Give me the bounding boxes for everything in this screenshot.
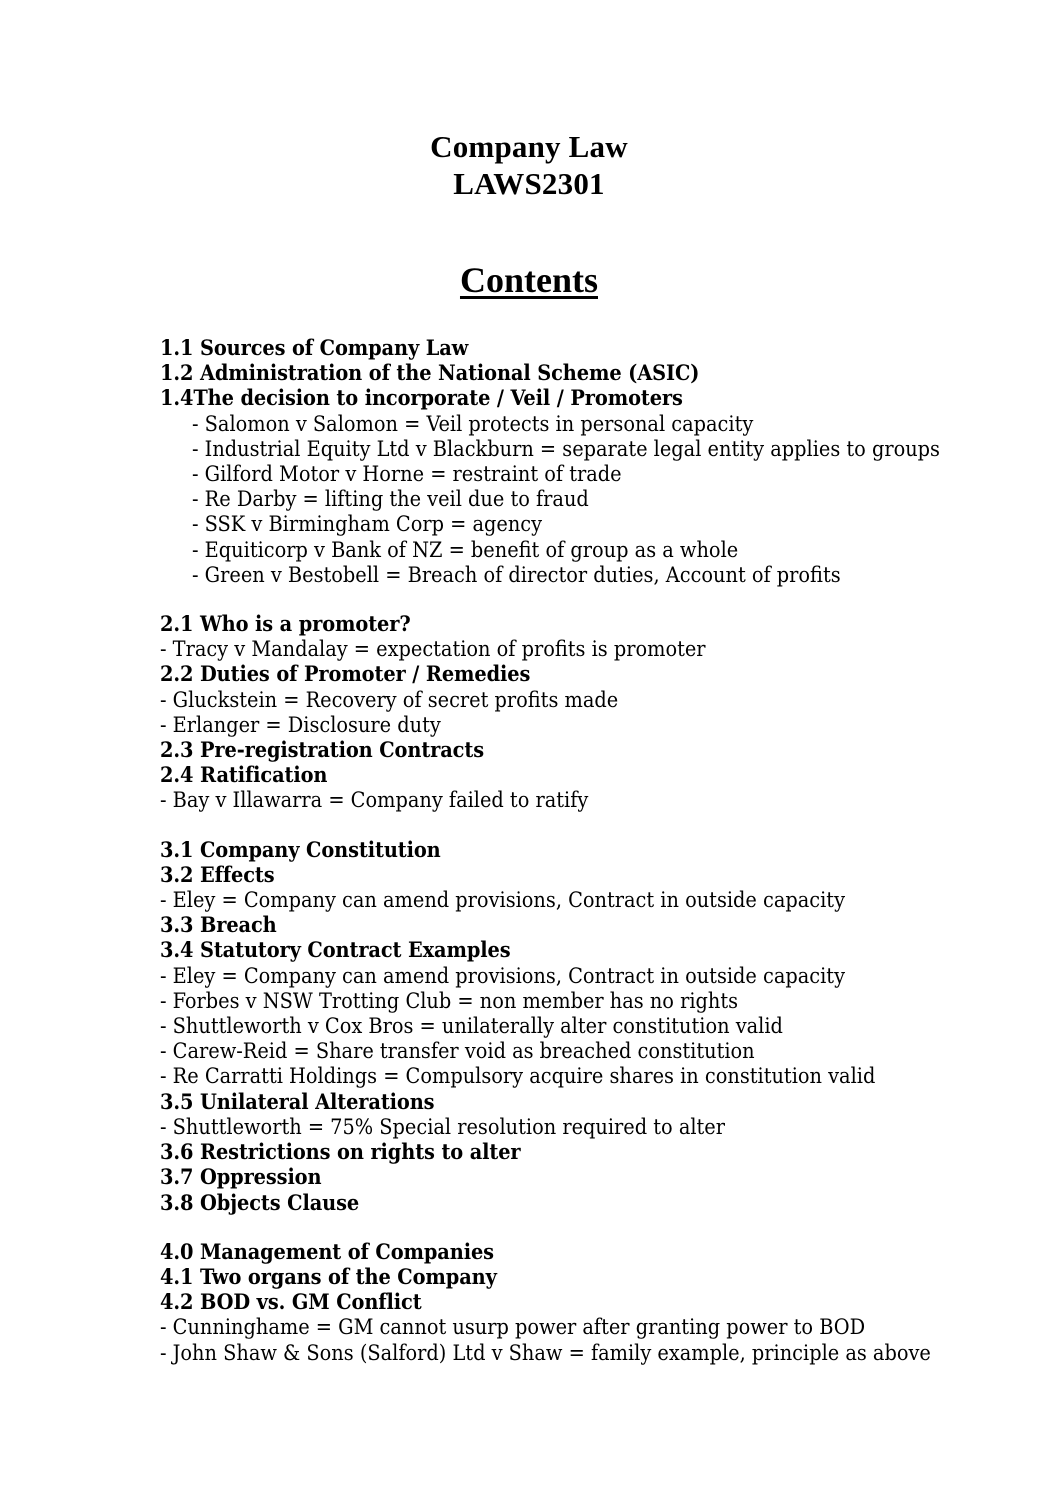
- contents-case-item: - Gilford Motor v Horne = restraint of trade: [192, 462, 622, 488]
- contents-case-item: - Green v Bestobell = Breach of director duties, Account of profits: [192, 562, 841, 588]
- contents-heading: Contents: [459, 260, 598, 300]
- contents-case-item: - Re Carratti Holdings = Compulsory acquire shares in constitution valid: [160, 1064, 876, 1090]
- contents-case-item: - Shuttleworth = 75% Special resolution required to alter: [160, 1114, 725, 1140]
- document-title-line-2: LAWS2301: [453, 166, 605, 201]
- contents-section-heading: 3.7 Oppression: [160, 1165, 322, 1191]
- contents-case-item: - Tracy v Mandalay = expectation of profits is promoter: [160, 637, 706, 663]
- contents-section-heading: 4.0 Management of Companies: [160, 1239, 494, 1265]
- section-4: [160, 1240, 1018, 1366]
- contents-case-item: - Equiticorp v Bank of NZ = benefit of group as a whole: [192, 537, 739, 563]
- contents-list: [0, 336, 1058, 1366]
- contents-section-heading: 3.8 Objects Clause: [160, 1190, 360, 1216]
- contents-case-item: - Salomon v Salomon = Veil protects in personal capacity: [192, 411, 754, 437]
- contents-section-heading: 4.1 Two organs of the Company: [160, 1264, 497, 1290]
- contents-section-heading: 1.4The decision to incorporate / Veil / Promoters: [160, 386, 683, 412]
- contents-section-heading: 1.1 Sources of Company Law: [160, 336, 469, 361]
- contents-section-heading: 1.2 Administration of the National Scheme (ASIC): [160, 361, 700, 387]
- contents-section-heading: 3.6 Restrictions on rights to alter: [160, 1140, 521, 1166]
- contents-case-item: - Forbes v NSW Trotting Club = non member has no rights: [160, 988, 739, 1014]
- contents-section-heading: 2.1 Who is a promoter?: [160, 612, 411, 638]
- contents-case-item: - Carew-Reid = Share transfer void as breached constitution: [160, 1039, 755, 1065]
- contents-case-item: - Gluckstein = Recovery of secret profits made: [160, 687, 619, 713]
- contents-case-item: - Industrial Equity Ltd v Blackburn = separate legal entity applies to groups: [192, 436, 940, 462]
- contents-case-item: - Bay v Illawarra = Company failed to ratify: [160, 788, 589, 814]
- section-2: [160, 612, 1018, 814]
- contents-case-item: - SSK v Birmingham Corp = agency: [192, 512, 543, 538]
- contents-section-heading: 3.2 Effects: [160, 862, 275, 888]
- contents-section-heading: 3.5 Unilateral Alterations: [160, 1089, 435, 1115]
- section-3: [160, 838, 1018, 1216]
- contents-section-heading: 2.3 Pre-registration Contracts: [160, 738, 484, 764]
- contents-case-item: - John Shaw & Sons (Salford) Ltd v Shaw = family example, principle as above: [160, 1340, 931, 1366]
- contents-case-item: - Eley = Company can amend provisions, Contract in outside capacity: [160, 963, 845, 989]
- contents-section-heading: 3.3 Breach: [160, 913, 277, 939]
- contents-case-item: - Erlanger = Disclosure duty: [160, 712, 441, 738]
- document-title-line-1: Company Law: [430, 129, 628, 164]
- contents-section-heading: 3.4 Statutory Contract Examples: [160, 938, 511, 964]
- contents-section-heading: 2.2 Duties of Promoter / Remedies: [160, 662, 531, 688]
- section-1: [160, 336, 1018, 588]
- contents-case-item: - Re Darby = lifting the veil due to fraud: [192, 487, 589, 513]
- contents-section-heading: 3.1 Company Constitution: [160, 837, 441, 863]
- contents-section-heading: 4.2 BOD vs. GM Conflict: [160, 1290, 422, 1316]
- contents-section-heading: 2.4 Ratification: [160, 763, 328, 789]
- contents-case-item: - Cunninghame = GM cannot usurp power after granting power to BOD: [160, 1315, 866, 1341]
- contents-case-item: - Eley = Company can amend provisions, Contract in outside capacity: [160, 888, 845, 914]
- contents-case-item: - Shuttleworth v Cox Bros = unilaterally alter constitution valid: [160, 1014, 783, 1040]
